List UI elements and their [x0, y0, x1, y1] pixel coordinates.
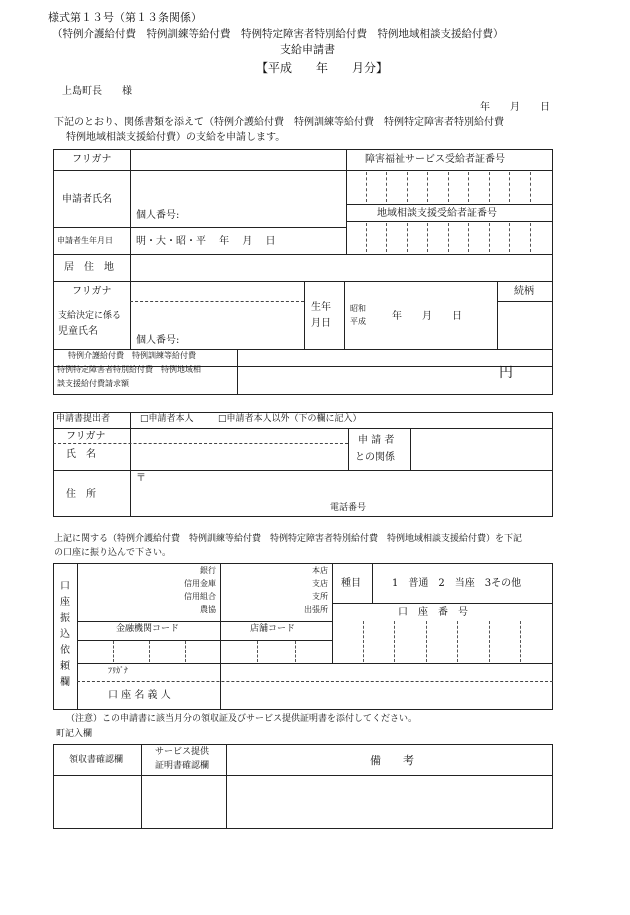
submitter-relation-1: 申 請 者 [358, 435, 395, 446]
submitter-name-label: 氏 名 [66, 449, 96, 460]
applicant-birthdate-eras[interactable]: 明・大・昭・平 年 月 日 [136, 236, 276, 247]
office-title: 町記入欄 [56, 729, 93, 739]
submitter-address-label: 住 所 [66, 489, 96, 500]
child-birthdate-ymd: 年 月 日 [392, 311, 462, 322]
submitter-relation-input[interactable] [413, 430, 550, 468]
relation-input[interactable] [499, 303, 551, 347]
submitter-option-self[interactable]: □申請者本人 [140, 414, 194, 424]
era-heisei[interactable]: 平成 [350, 317, 366, 326]
submitter-address-input[interactable] [134, 472, 550, 502]
receipt-check-input[interactable] [56, 777, 139, 827]
bank-name-input[interactable] [80, 565, 180, 619]
intro-line-2: 特例地域相談支援給付費）の支給を申請します。 [66, 132, 286, 143]
applicant-name-label: 申請者氏名 [62, 194, 112, 205]
relation-label: 続柄 [514, 286, 534, 297]
attachment-note: （注意）この申請書に該当月分の領収証及びサービス提供証明書を添付してください。 [66, 714, 418, 724]
inst-type-shinkin[interactable]: 信用金庫 [184, 579, 216, 588]
intro-line-1: 下記のとおり、関係書類を添えて（特例介護給付費 特例訓練等給付費 特例特定障害者特別給付費 [54, 117, 504, 128]
account-number-input[interactable] [334, 622, 551, 661]
submitter-option-other[interactable]: □申請者本人以外（下の欄に記入） [218, 414, 362, 424]
inst-code-input[interactable] [79, 642, 219, 662]
branch-type-shiten[interactable]: 支店 [312, 579, 328, 588]
regional-number-input[interactable] [348, 223, 551, 252]
bank-intro-2: の口座に振り込んで下さい。 [54, 548, 172, 558]
account-kind-options[interactable]: 1 普通 2 当座 3その他 [392, 578, 522, 589]
remarks-input[interactable] [229, 777, 551, 827]
inst-code-label: 金融機関コード [116, 624, 180, 634]
claim-label-1: 特例介護給付費 特例訓練等給付費 [68, 351, 196, 360]
bank-intro-1: 上記に関する（特例介護給付費 特例訓練等給付費 特例特定障害者特別給付費 特例地域相談支援給付費）を下記 [54, 534, 523, 544]
child-name-input[interactable] [134, 303, 302, 333]
residence-label: 居 住 地 [64, 262, 114, 273]
era-showa[interactable]: 昭和 [350, 304, 366, 313]
receipt-check-label: 領収書確認欄 [69, 755, 124, 765]
child-birth-label-1: 生年 [311, 302, 331, 313]
applicant-furigana-input[interactable] [160, 152, 340, 168]
branch-name-input[interactable] [223, 565, 303, 619]
branch-type-shutchojo[interactable]: 出張所 [304, 605, 328, 614]
account-holder-label: 口 座 名 義 人 [108, 690, 171, 701]
yen-unit: 円 [499, 365, 513, 381]
applicant-personal-number-label: 個人番号: [136, 210, 180, 221]
postal-mark: 〒 [136, 473, 146, 484]
holder-furigana-label: ﾌﾘｶﾞﾅ [108, 666, 128, 675]
claim-amount-input[interactable] [240, 352, 490, 392]
benefit-list: （特例介護給付費 特例訓練等給付費 特例特定障害者特別給付費 特例地域相談支援給付費） [52, 28, 504, 40]
claim-label-3: 談支援給付費請求額 [57, 379, 129, 388]
applicant-birthdate-label: 申請者生年月日 [57, 236, 113, 245]
branch-code-input[interactable] [222, 642, 331, 662]
addressee: 上島町長 様 [62, 86, 132, 97]
applicant-name-input[interactable] [134, 172, 342, 204]
remarks-label: 備 考 [370, 754, 414, 767]
branch-code-label: 店舗コード [250, 624, 296, 634]
child-birth-label-2: 月日 [311, 318, 331, 329]
child-furigana-label: フリガナ [72, 286, 112, 297]
inst-type-bank[interactable]: 銀行 [200, 566, 216, 575]
phone-label: 電話番号 [330, 503, 367, 513]
period: 【平成 年 月分】 [256, 61, 389, 75]
child-name-label-1: 支給決定に係る [58, 311, 122, 321]
applicant-furigana-label: フリガナ [72, 154, 112, 165]
child-name-label-2: 児童氏名 [58, 326, 98, 337]
submitter-furigana-label: フリガナ [66, 431, 106, 442]
bank-side-label: 口 座 振 込 依 頼 欄 [60, 581, 70, 688]
branch-type-honten[interactable]: 本店 [312, 566, 328, 575]
service-check-label-1: サービス提供 [155, 747, 210, 757]
inst-type-shinkumi[interactable]: 信用組合 [184, 592, 216, 601]
welfare-number-label: 障害福祉サービス受給者証番号 [365, 154, 505, 165]
service-check-label-2: 証明書確認欄 [155, 761, 210, 771]
residence-input[interactable] [134, 256, 550, 279]
submitter-name-input[interactable] [134, 430, 344, 468]
regional-number-label: 地域相談支援受給者証番号 [377, 208, 497, 219]
account-kind-label: 種目 [341, 578, 361, 589]
welfare-number-input[interactable] [348, 172, 551, 202]
submitter-relation-2: との関係 [355, 452, 395, 463]
branch-type-shisho[interactable]: 支所 [312, 592, 328, 601]
form-number: 様式第１３号（第１３条関係） [48, 11, 202, 24]
account-holder-input[interactable] [223, 665, 551, 708]
claim-label-2: 特例特定障害者特別給付費 特例地域相 [57, 365, 201, 374]
date-line: 年 月 日 [480, 102, 550, 113]
document-title: 支給申請書 [280, 43, 335, 56]
child-personal-number-label: 個人番号: [136, 335, 180, 346]
service-check-input[interactable] [144, 777, 224, 827]
account-number-label: 口 座 番 号 [398, 607, 468, 618]
inst-type-nokyo[interactable]: 農協 [200, 605, 216, 614]
submitter-label: 申請書提出者 [56, 414, 111, 424]
